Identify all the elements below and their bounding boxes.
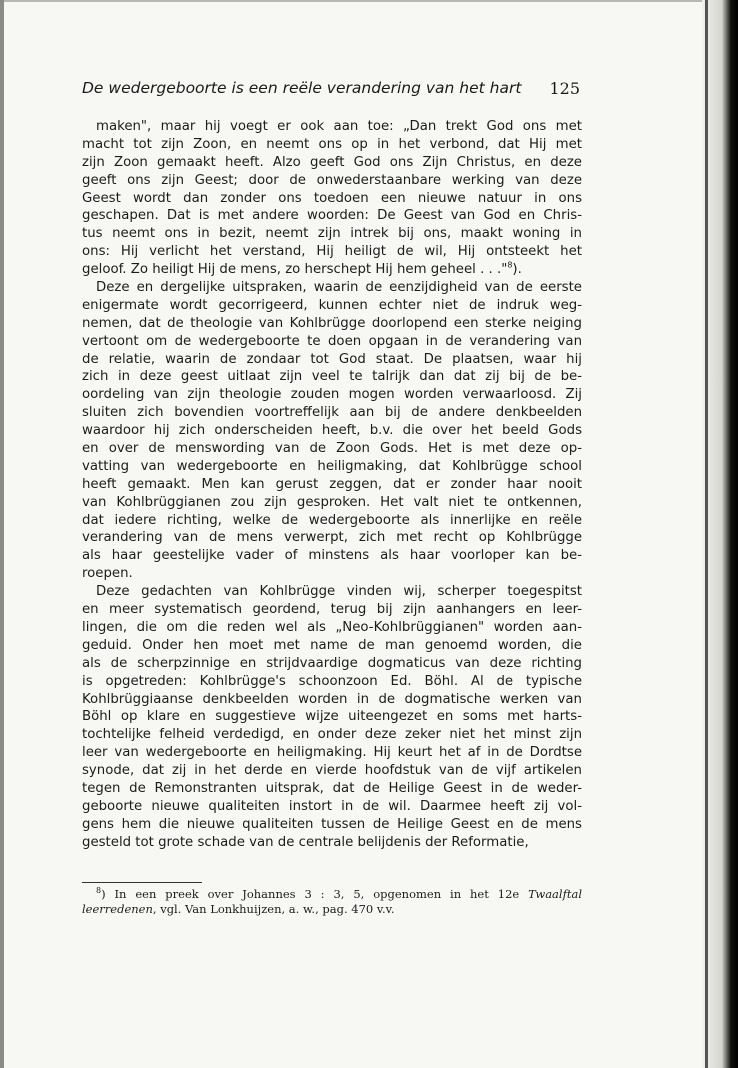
text-line: van Kohlbrüggianen zou zijn gesproken. Het valt niet te ontkennen, (82, 494, 582, 510)
text-line: gesteld tot grote schade van de centrale belijdenis der Reformatie, (82, 834, 529, 850)
text-line: gens hem die nieuwe qualiteiten tussen de Heilige Geest en de mens (82, 816, 582, 832)
text-line: vertoont om de wedergeboorte te doen opgaan in de verandering van (82, 333, 582, 349)
text-line: geeft ons zijn Geest; door de onwederstaanbare werking van deze (82, 172, 582, 188)
scan-edge-top (0, 0, 738, 2)
text-line: synode, dat zij in het derde en vierde hoofdstuk van de vijf artikelen (82, 763, 582, 779)
page-header (82, 79, 580, 103)
paragraph-1 (82, 118, 582, 279)
text-line: geboorte nieuwe qualiteiten instort in de wil. Daarmee heeft zij vol- (82, 798, 582, 814)
running-title: De wedergeboorte is een reële verandering van het hart (82, 79, 522, 97)
text-line: oordeling van zijn theologie zouden mogen worden verwaarloosd. Zij (82, 387, 582, 403)
body-text (82, 118, 582, 852)
paragraph-2 (82, 279, 582, 583)
text-line: Kohlbrüggiaanse denkbeelden worden in de dogmatische werken van (82, 691, 582, 707)
text-line: lingen, die om die reden wel als „Neo-Kohlbrüggianen" worden aan- (82, 619, 582, 635)
text-line: tus neemt ons in bezit, neemt zijn intrek bij ons, maakt woning in (82, 226, 582, 242)
footnote-marker: 8 (96, 886, 102, 896)
footnote (82, 887, 582, 917)
text-line: Deze gedachten van Kohlbrügge vinden wij, scherper toegespitst (96, 584, 582, 600)
text-line: Deze en dergelijke uitspraken, waarin de eenzijdigheid van de eerste (96, 280, 582, 296)
text-line: zich in deze geest uitlaat zijn veel te talrijk dan dat zij bij de be- (82, 369, 582, 385)
text-line: verandering van de mens verwerpt, zich met recht op Kohlbrügge (82, 530, 582, 546)
text-line: dat iedere richting, welke de wedergeboorte als innerlijke en reële (82, 512, 582, 528)
text-line: is opgetreden: Kohlbrügge's schoonzoon Ed. Böhl. Al de typische (82, 673, 582, 689)
text-line: Geest wordt dan zonder ons toedoen een nieuwe natuur in ons (82, 190, 582, 206)
text-line: ons: Hij verlicht het verstand, Hij heiligt de wil, Hij ontsteekt het (82, 244, 582, 260)
footnote-reference: 8 (507, 260, 513, 270)
text-line: heeft gemaakt. Men kan gerust zeggen, dat er zonder haar nooit (82, 476, 582, 492)
text-line: als de scherpzinnige en strijdvaardige dogmaticus van deze richting (82, 655, 582, 671)
text-line: en over de menswording van de Zoon Gods. Het is met deze op- (82, 441, 582, 457)
footnote-title-part-1: Twaalftal (528, 887, 582, 901)
page-number: 125 (549, 79, 580, 98)
text-line: Böhl op klare en suggestieve wijze uiteengezet en soms met harts- (82, 709, 582, 725)
text-line: als haar geestelijke vader of minstens als haar voorloper kan be- (82, 548, 582, 564)
text-line: en meer systematisch geordend, terug bij zijn aanhangers en leer- (82, 602, 582, 618)
scan-edge-left (0, 0, 4, 1068)
text-line: sluiten zich bovendien voortreffelijk aan bij de andere denkbeelden (82, 405, 582, 421)
text-line: maken", maar hij voegt er ook aan toe: „Dan trekt God ons met (96, 119, 582, 134)
text-line: zijn Zoon gemaakt heeft. Alzo geeft God ons Zijn Christus, en deze (82, 154, 582, 170)
text-line: nemen, dat de theologie van Kohlbrügge doorlopend een sterke neiging (82, 315, 582, 331)
text-line: macht tot zijn Zoon, en neemt ons op in het verbond, dat Hij met (82, 136, 582, 152)
footnote-rule (82, 882, 202, 883)
text-line: vatting van wedergeboorte en heiligmaking, dat Kohlbrügge school (82, 458, 582, 474)
footnote-line-2: leerredenen, vgl. Van Lonkhuijzen, a. w., pag. 470 v.v. (82, 902, 395, 916)
text-line: geschapen. Dat is met andere woorden: De Geest van God en Chris- (82, 208, 582, 224)
text-line: tegen de Remonstranten uitsprak, dat de Heilige Geest in de weder- (82, 780, 582, 796)
text-line: de relatie, waarin de zondaar tot God staat. De plaatsen, waar hij (82, 351, 582, 367)
text-line: leer van wedergeboorte en heiligmaking. Hij keurt het af in de Dordtse (82, 745, 582, 761)
text-line: roepen. (82, 566, 133, 582)
paragraph-3 (82, 583, 582, 851)
text-line: waardoor hij zich onderscheiden heeft, b.v. die over het beeld Gods (82, 423, 582, 439)
text-line: tochtelijke felheid verdedigd, en onder deze zeker niet het minst zijn (82, 727, 582, 743)
text-line: geloof. Zo heiligt Hij de mens, zo herschept Hij hem geheel . . ."$^8$). (82, 260, 522, 278)
scan-binding-shadow (705, 0, 708, 1068)
text-line: enigermate wordt gecorrigeerd, kunnen echter niet de indruk weg- (82, 297, 582, 313)
text-line: geduid. Onder hen moet met name de man genoemd worden, die (82, 637, 582, 653)
footnote-line-1: $^8$) In een preek over Johannes 3 : 3, 5, opgenomen in het 12e Twaalftal (96, 886, 582, 901)
footnote-title-part-2: leerredenen (82, 902, 153, 916)
